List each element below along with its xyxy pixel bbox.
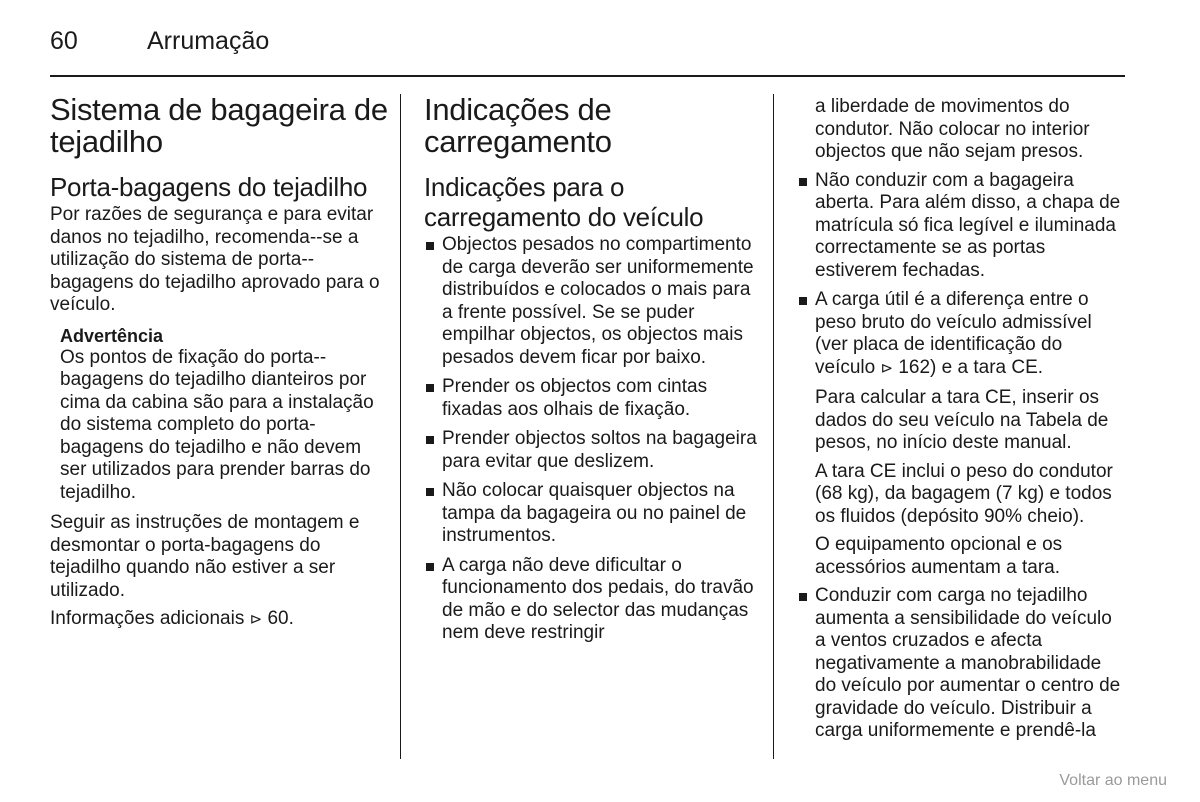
header-divider (50, 75, 1125, 77)
bullet-square-icon (799, 297, 807, 305)
page-header (50, 26, 1125, 76)
sub-paragraph: Para calcular a tara CE, inserir os dados do seu veículo na Tabela de pesos, no início deste manual. (815, 387, 1109, 453)
subheading-roof-carrier: Porta-bagagens do tejadilho (50, 172, 368, 202)
continuation-paragraph: a liberdade de movimentos do condutor. Não colocar no interior objectos que não sejam presos. (815, 96, 1090, 162)
column-2 (424, 94, 764, 652)
bullet-square-icon (426, 488, 434, 496)
back-to-menu-link[interactable]: Voltar ao menu (1059, 772, 1167, 789)
list-item: A carga não deve dificultar o funcionamento dos pedais, do travão de mão e do selector das mudanças nem deve restringir (424, 555, 764, 645)
instructions-paragraph: Seguir as instruções de montagem e desmontar o porta-bagagens do tejadilho quando não estiver a ser utilizado. (50, 512, 360, 601)
heading-loading-indications: Indicações de carregamento (424, 92, 612, 159)
column-divider-2 (773, 94, 774, 759)
list-item: Prender os objectos com cintas fixadas aos olhais de fixação. (424, 376, 764, 421)
column-1 (50, 94, 390, 638)
column-divider-1 (400, 94, 401, 759)
loading-bullet-list-continued (797, 170, 1127, 381)
list-item: Não conduzir com a bagageira aberta. Para além disso, a chapa de matrícula só fica legível e iluminada correctamente se as portas estiverem fechadas. (797, 170, 1127, 283)
more-info-page-link[interactable]: 60. (267, 608, 294, 629)
bullet-square-icon (426, 384, 434, 392)
heading-roof-rack-system: Sistema de bagageira de tejadilho (50, 92, 388, 159)
bullet-square-icon (426, 242, 434, 250)
more-info-text: Informações adicionais (50, 608, 245, 629)
bullet-square-icon (799, 178, 807, 186)
warning-text: Os pontos de fixação do porta--bagagens do tejadilho dianteiros por cima da cabina são para a instalação do sistema completo do porta-bagagens do tejadilho e não devem ser utilizados para prender barras do tejadilho. (60, 346, 374, 503)
list-item: Conduzir com carga no tejadilho aumenta a sensibilidade do veículo a ventos cruzados e afecta negativamente a manobrabilidade do veículo por aumentar o centro de gravidade do veículo. Distribuir a carga uniformemente e prendê-la (797, 585, 1127, 743)
reference-arrow-icon: ⊳ (249, 611, 263, 628)
warning-title: Advertência (60, 325, 164, 346)
sub-paragraph: A tara CE inclui o peso do condutor (68 kg), da bagagem (7 kg) e todos os fluidos (depósito 90% cheio). (815, 460, 1113, 527)
page-number: 60 (50, 27, 78, 55)
column-3 (797, 96, 1127, 750)
intro-paragraph: Por razões de segurança e para evitar danos no tejadilho, recomenda--se a utilização do sistema de porta--bagagens do tejadilho aprovado para o veículo. (50, 204, 380, 315)
list-item: A carga útil é a diferença entre o peso bruto do veículo admissível (ver placa de identificação do veículo ⊳ 162) e a tara CE. (797, 289, 1127, 380)
subheading-vehicle-loading: Indicações para o carregamento do veículo (424, 172, 704, 232)
list-item: Prender objectos soltos na bagageira para evitar que deslizem. (424, 428, 764, 473)
sub-paragraph: O equipamento opcional e os acessórios aumentam a tara. (815, 534, 1063, 578)
list-item: Objectos pesados no compartimento de carga deverão ser uniformemente distribuídos e colocados o mais para a frente possível. Se se puder empilhar objectos, os objectos mais pesados devem ficar por baixo. (424, 234, 764, 369)
warning-box (60, 325, 390, 505)
loading-bullet-list (424, 234, 764, 645)
payload-page-link[interactable]: 162) e a tara CE. (898, 356, 1044, 378)
section-title: Arrumação (147, 27, 270, 55)
loading-bullet-list-final (797, 585, 1127, 743)
bullet-square-icon (799, 593, 807, 601)
more-info-line (50, 608, 390, 632)
list-item: Não colocar quaisquer objectos na tampa da bagageira ou no painel de instrumentos. (424, 480, 764, 548)
bullet-square-icon (426, 563, 434, 571)
reference-arrow-icon: ⊳ (880, 359, 894, 377)
bullet-square-icon (426, 436, 434, 444)
